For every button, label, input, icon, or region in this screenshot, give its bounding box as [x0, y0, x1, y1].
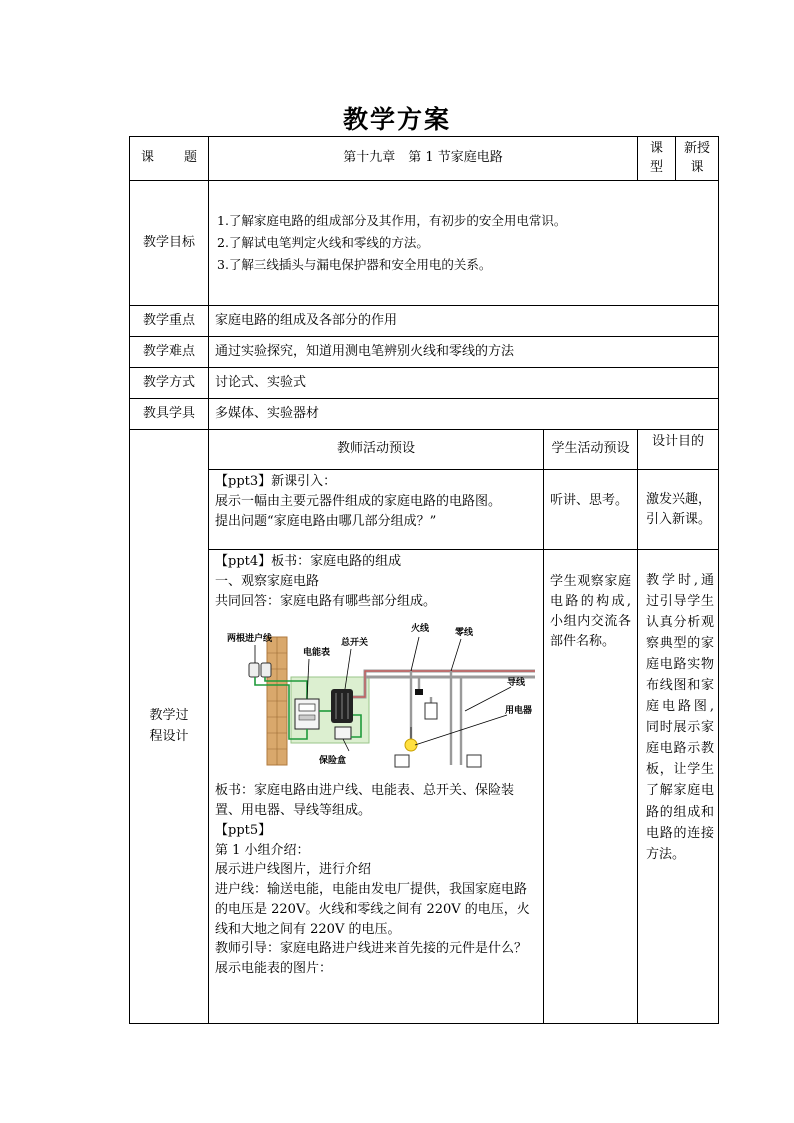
label-live-wire: 火线: [411, 624, 430, 635]
key-points-value: 家庭电路的组成及各部分的作用: [209, 306, 719, 337]
process-header-row: [130, 430, 719, 470]
tools-row: [130, 399, 719, 430]
wall-switch-icon: [425, 703, 437, 719]
label-main-switch: 总开关: [341, 638, 369, 649]
topic-row: [130, 137, 719, 181]
student-activity-intro: 听讲、思考。: [544, 470, 638, 550]
objectives-list: [209, 181, 719, 306]
process-row-components: [130, 550, 719, 1024]
label-incoming-lines: 两根进户线: [227, 634, 273, 645]
course-type-value: 新授课: [676, 137, 719, 181]
label-appliance: 用电器: [505, 706, 533, 717]
purpose-components: 教学时,通过引导学生认真分析观察典型的家庭电路实物布线图和家庭电路图,同时展示家庭电路示教板，让学生了解家庭电路的组成和电路的连接方法。: [638, 550, 719, 1024]
main-switch-icon: [331, 689, 353, 723]
topic-value: 第十九章 第 1 节家庭电路: [209, 137, 638, 181]
process-label: 教学过程设计: [130, 430, 209, 1024]
tools-value: 多媒体、实验器材: [209, 399, 719, 430]
method-label: 教学方式: [130, 368, 209, 399]
difficulties-row: [130, 337, 719, 368]
method-row: [130, 368, 719, 399]
objective-item: 3.了解三线插头与漏电保护器和安全用电的关系。: [217, 256, 492, 272]
fuse-box-icon: [335, 727, 351, 739]
label-neutral-wire: 零线: [455, 628, 474, 639]
teacher-column-header: 教师活动预设: [209, 430, 544, 470]
student-column-header: 学生活动预设: [544, 430, 638, 470]
lesson-plan-table: [129, 136, 719, 1024]
lamp-holder-icon: [415, 689, 423, 695]
document-title: 教学方案: [342, 105, 451, 134]
household-circuit-diagram: [215, 615, 541, 775]
process-row-intro: [130, 470, 719, 550]
student-activity-components: 学生观察家庭电路的构成,小组内交流各部件名称。: [544, 550, 638, 1024]
objective-item: 1.了解家庭电路的组成部分及其作用，有初步的安全用电常识。: [217, 213, 567, 229]
label-fuse-box: 保险盒: [319, 756, 347, 767]
objectives-row: [130, 181, 719, 306]
topic-label: 课 题: [130, 137, 209, 181]
objective-item: 2.了解试电笔判定火线和零线的方法。: [217, 235, 429, 251]
method-value: 讨论式、实验式: [209, 368, 719, 399]
purpose-column-header: 设计目的: [638, 430, 719, 470]
key-points-label: 教学重点: [130, 306, 209, 337]
electric-meter-icon: [295, 699, 319, 729]
teacher-activity-components: 【ppt4】板书：家庭电路的组成 一、观察家庭电路 共同回答：家庭电路有哪些部分组成。 两根进户线 电能表 总开关 火线 零线 导线 用电器 保险盒 板书：家庭电路由进户线、电能表、总开关、保险装置、用电器、导线等组成。 【ppt5】 第 1 小组介绍： 展示进户线图片，进行介绍 进户线：输送电能，电能由发电厂提供，我国家庭电路的电压是 220V。火线和零线之间有 220V 的电压，火线和大地之间有 220V 的电压。 教师引导：家庭电路进户线进来首先接的元件是什么？ 展示电能表的图片：: [209, 550, 544, 1024]
purpose-intro: 激发兴趣，引入新课。: [638, 470, 719, 550]
label-meter: 电能表: [303, 648, 331, 659]
key-points-row: [130, 306, 719, 337]
socket-icon: [395, 755, 481, 767]
objectives-label: 教学目标: [130, 181, 209, 306]
tools-label: 教具学具: [130, 399, 209, 430]
light-bulb-icon: [405, 727, 417, 751]
insulator-icon: [249, 663, 271, 677]
course-type-label: 课型: [638, 137, 676, 181]
teacher-activity-intro: 【ppt3】新课引入： 展示一幅由主要元器件组成的家庭电路的电路图。 提出问题“家庭电路由哪几部分组成？”: [209, 470, 544, 550]
difficulties-label: 教学难点: [130, 337, 209, 368]
difficulties-value: 通过实验探究，知道用测电笔辨别火线和零线的方法: [209, 337, 719, 368]
label-wire: 导线: [507, 678, 526, 689]
